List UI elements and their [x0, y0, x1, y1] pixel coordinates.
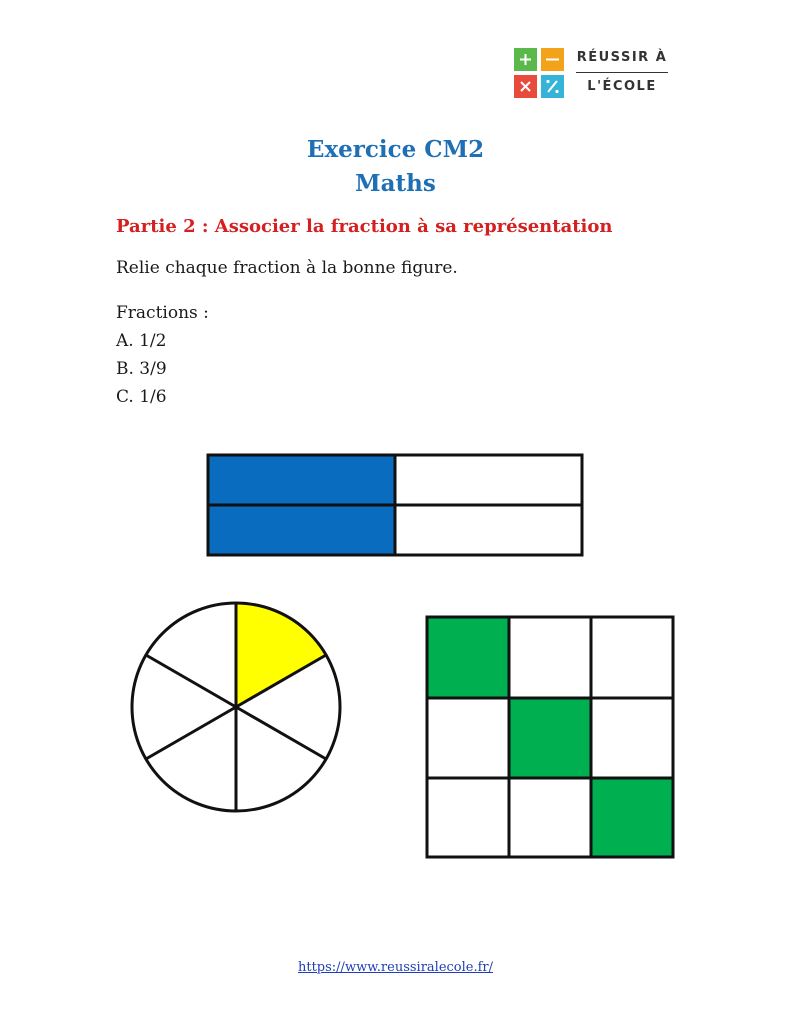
logo-text-line2: L'ÉCOLE — [587, 79, 657, 94]
pie-figure — [132, 603, 340, 811]
instruction-text: Relie chaque fraction à la bonne figure. — [116, 258, 458, 278]
fractions-label: Fractions : — [116, 303, 209, 323]
grid-cell-2-2 — [509, 698, 591, 778]
page-title: Exercice CM2 — [306, 136, 485, 163]
section-heading: Partie 2 : Associer la fraction à sa représentation — [116, 216, 613, 237]
logo-text-line1: RÉUSSIR À — [576, 50, 668, 65]
footer — [0, 960, 791, 975]
fraction-item-a: A. 1/2 — [116, 331, 167, 351]
website-link[interactable]: https://www.reussiralecole.fr/ — [297, 960, 494, 975]
grid-cell-1-1 — [427, 617, 509, 698]
fraction-item-c: C. 1/6 — [116, 387, 167, 407]
rect-cell-bottom-right — [395, 505, 582, 555]
grid-cell-3-3 — [591, 778, 673, 857]
rect-cell-top-right — [395, 455, 582, 505]
page-subtitle: Maths — [355, 170, 436, 197]
grid-figure — [427, 617, 673, 857]
rect-cell-bottom-left — [208, 505, 395, 555]
rectangle-figure — [208, 455, 582, 555]
fraction-item-b: B. 3/9 — [116, 359, 167, 379]
rect-cell-top-left — [208, 455, 395, 505]
